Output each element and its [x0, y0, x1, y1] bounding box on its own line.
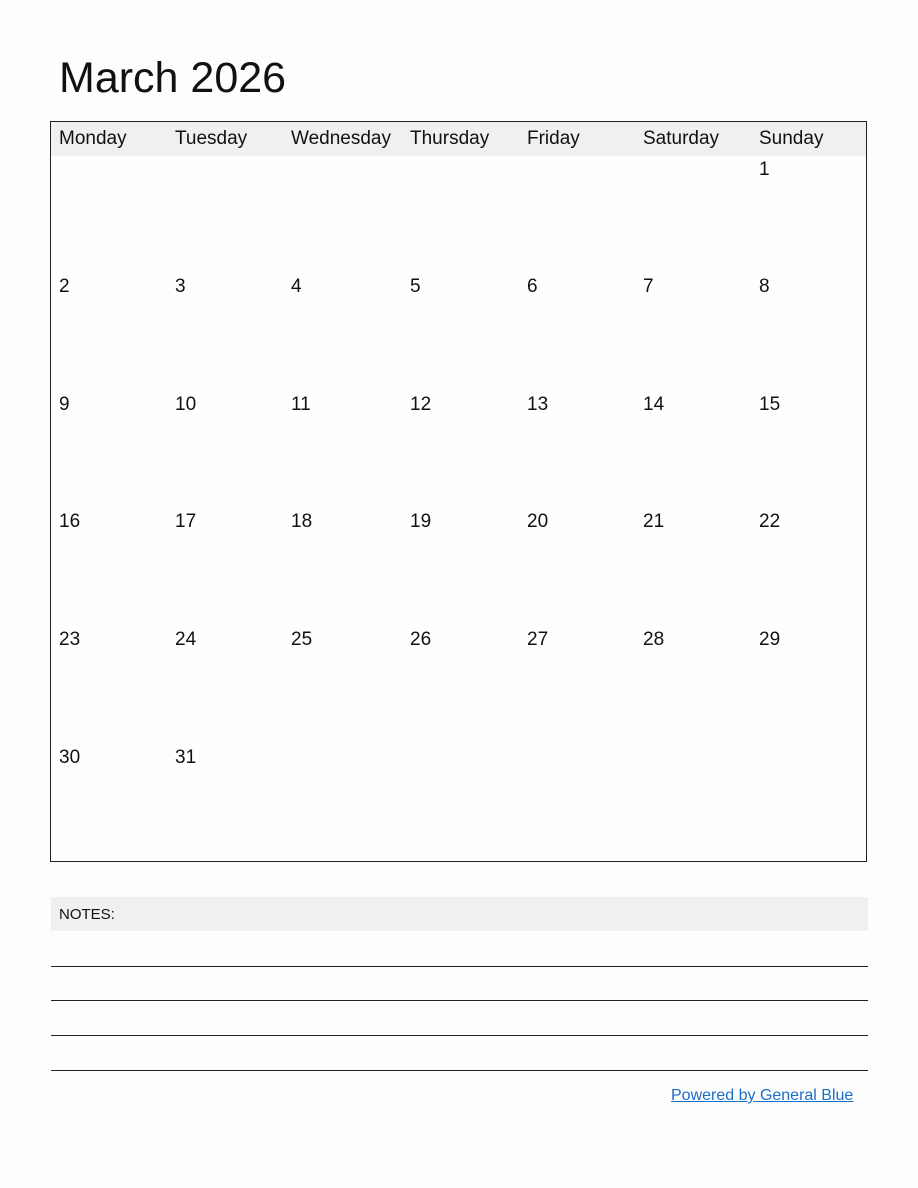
day-cell: 3 — [175, 276, 186, 297]
weekday-monday: Monday — [59, 128, 127, 149]
day-cell: 5 — [410, 276, 421, 297]
day-cell: 22 — [759, 511, 781, 532]
day-cell: 2 — [59, 276, 70, 297]
day-cell: 14 — [643, 394, 665, 415]
day-cell: 1 — [759, 159, 770, 180]
day-cell: 24 — [175, 629, 197, 650]
calendar-grid — [50, 121, 867, 862]
day-cell: 19 — [410, 511, 432, 532]
weekday-wednesday: Wednesday — [291, 128, 391, 149]
note-line — [51, 1035, 868, 1036]
notes-header — [51, 897, 868, 931]
day-cell: 6 — [527, 276, 538, 297]
notes-label: NOTES: — [59, 906, 115, 923]
weekday-header-row — [51, 122, 866, 156]
day-cell: 29 — [759, 629, 781, 650]
day-cell: 12 — [410, 394, 432, 415]
note-line — [51, 966, 868, 967]
day-cell: 17 — [175, 511, 197, 532]
weekday-saturday: Saturday — [643, 128, 720, 149]
day-cell: 4 — [291, 276, 302, 297]
day-cell: 15 — [759, 394, 781, 415]
day-cell: 10 — [175, 394, 197, 415]
day-cell: 23 — [59, 629, 81, 650]
weekday-friday: Friday — [527, 128, 580, 149]
day-cell: 11 — [291, 394, 311, 415]
day-cell: 16 — [59, 511, 81, 532]
day-cell: 20 — [527, 511, 549, 532]
day-cell: 8 — [759, 276, 770, 297]
calendar-title: March 2026 — [59, 54, 287, 102]
day-cell: 9 — [59, 394, 70, 415]
note-line — [51, 1000, 868, 1001]
day-cell: 28 — [643, 629, 665, 650]
day-cell: 25 — [291, 629, 313, 650]
day-cell: 21 — [643, 511, 665, 532]
day-cell: 7 — [643, 276, 654, 297]
weekday-tuesday: Tuesday — [175, 128, 248, 149]
day-cell: 26 — [410, 629, 432, 650]
powered-by-link[interactable]: Powered by General Blue — [671, 1087, 854, 1104]
day-cell: 27 — [527, 629, 549, 650]
weekday-thursday: Thursday — [410, 128, 490, 149]
day-cell: 18 — [291, 511, 313, 532]
day-cell: 13 — [527, 394, 549, 415]
day-cell: 31 — [175, 747, 197, 768]
day-cell: 30 — [59, 747, 81, 768]
note-line — [51, 1070, 868, 1071]
weekday-sunday: Sunday — [759, 128, 824, 149]
